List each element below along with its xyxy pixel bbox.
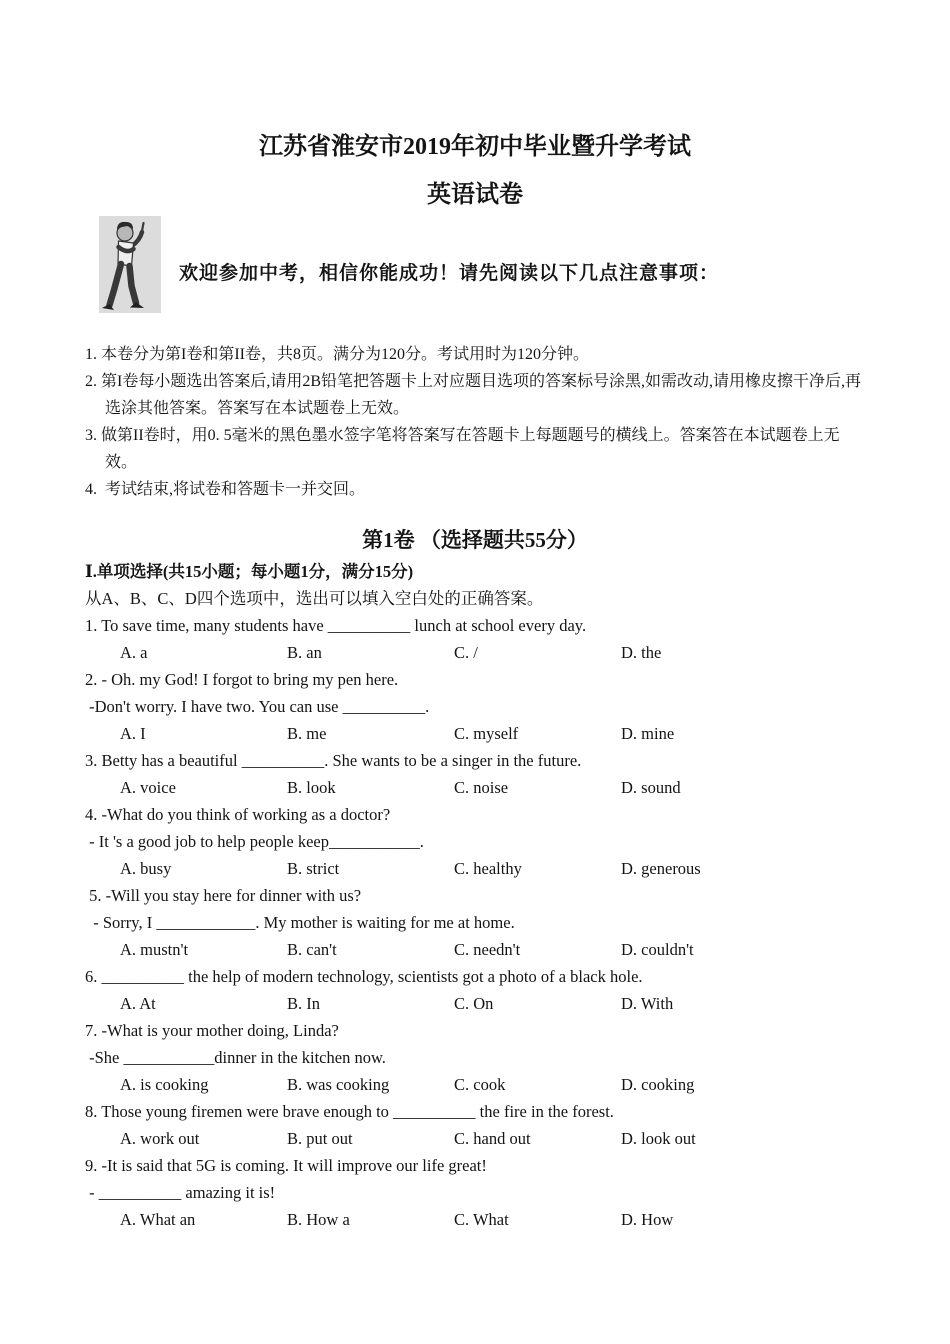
question-line: 9. -It is said that 5G is coming. It will improve our life great! [85, 1156, 487, 1175]
question-line: 1. To save time, many students have __________ lunch at school every day. [85, 616, 587, 635]
welcome-row [85, 216, 865, 313]
option: D. generous [621, 859, 701, 878]
options-row [85, 990, 865, 1017]
option: D. sound [621, 778, 681, 797]
option: A. I [120, 724, 146, 743]
option: D. couldn't [621, 940, 694, 959]
option: C. cook [454, 1075, 506, 1094]
option: A. busy [120, 859, 172, 878]
option: D. look out [621, 1129, 696, 1148]
options-row [85, 639, 865, 666]
notice-item: 1. 本卷分为第I卷和第II卷，共8页。满分为120分。考试用时为120分钟。 [85, 346, 589, 363]
option: B. can't [287, 940, 337, 959]
option: C. healthy [454, 859, 522, 878]
notice-list [85, 341, 865, 503]
part-intro: 从A、B、C、D四个选项中，选出可以填入空白处的正确答案。 [85, 589, 544, 608]
section-header: 第1卷 （选择题共55分） [362, 528, 588, 552]
options-row [85, 936, 865, 963]
question-line: - It 's a good job to help people keep___________. [85, 832, 424, 851]
option: D. With [621, 994, 674, 1013]
question-line: 5. -Will you stay here for dinner with us? [85, 886, 362, 905]
notice-item: 3. 做第II卷时，用0. 5毫米的黑色墨水签字笔将答案写在答题卡上每题题号的横线上。答案答在本试题卷上无效。 [85, 427, 840, 471]
question-line: -She ___________dinner in the kitchen now. [85, 1048, 386, 1067]
page-subtitle: 英语试卷 [427, 182, 523, 208]
option: B. was cooking [287, 1075, 390, 1094]
option: A. mustn't [120, 940, 189, 959]
option: A. What an [120, 1210, 196, 1229]
option: C. myself [454, 724, 519, 743]
question-line: - __________ amazing it is! [85, 1183, 276, 1202]
option: A. voice [120, 778, 176, 797]
question-line: 7. -What is your mother doing, Linda? [85, 1021, 339, 1040]
student-cartoon-icon [99, 216, 161, 313]
question-line: 8. Those young firemen were brave enough to __________ the fire in the forest. [85, 1102, 614, 1121]
option: B. In [287, 994, 320, 1013]
option: A. is cooking [120, 1075, 209, 1094]
option: B. put out [287, 1129, 353, 1148]
option: C. / [454, 643, 478, 662]
question-line: -Don't worry. I have two. You can use __________. [85, 697, 430, 716]
option: D. the [621, 643, 662, 662]
options-row [85, 1206, 865, 1233]
option: C. What [454, 1210, 509, 1229]
question-line: 4. -What do you think of working as a doctor? [85, 805, 391, 824]
options-row [85, 855, 865, 882]
page-title: 江苏省淮安市2019年初中毕业暨升学考试 [259, 134, 691, 160]
part-title: Ⅰ.单项选择(共15小题；每小题1分，满分15分) [85, 562, 414, 581]
options-row [85, 1125, 865, 1152]
option: B. How a [287, 1210, 350, 1229]
option: A. At [120, 994, 156, 1013]
options-row [85, 720, 865, 747]
option: A. a [120, 643, 148, 662]
option: D. How [621, 1210, 674, 1229]
option: C. noise [454, 778, 509, 797]
option: B. me [287, 724, 327, 743]
question-line: 3. Betty has a beautiful __________. She wants to be a singer in the future. [85, 751, 582, 770]
question-line: - Sorry, I ____________. My mother is waiting for me at home. [85, 913, 515, 932]
option: B. look [287, 778, 336, 797]
option: A. work out [120, 1129, 200, 1148]
notice-item: 4. 考试结束,将试卷和答题卡一并交回。 [85, 481, 366, 498]
option: B. an [287, 643, 322, 662]
option: B. strict [287, 859, 340, 878]
options-row [85, 774, 865, 801]
welcome-text: 欢迎参加中考，相信你能成功！请先阅读以下几点注意事项： [179, 263, 720, 284]
question-list [85, 612, 865, 1233]
option: C. hand out [454, 1129, 531, 1148]
notice-item: 2. 第I卷每小题选出答案后,请用2B铅笔把答题卡上对应题目选项的答案标号涂黑,如需改动,请用橡皮擦干净后,再选涂其他答案。答案写在本试题卷上无效。 [85, 373, 862, 417]
question-line: 6. __________ the help of modern technology, scientists got a photo of a black hole. [85, 967, 643, 986]
option: D. cooking [621, 1075, 695, 1094]
question-line: 2. - Oh. my God! I forgot to bring my pen here. [85, 670, 399, 689]
option: D. mine [621, 724, 675, 743]
option: C. On [454, 994, 494, 1013]
options-row [85, 1071, 865, 1098]
option: C. needn't [454, 940, 521, 959]
